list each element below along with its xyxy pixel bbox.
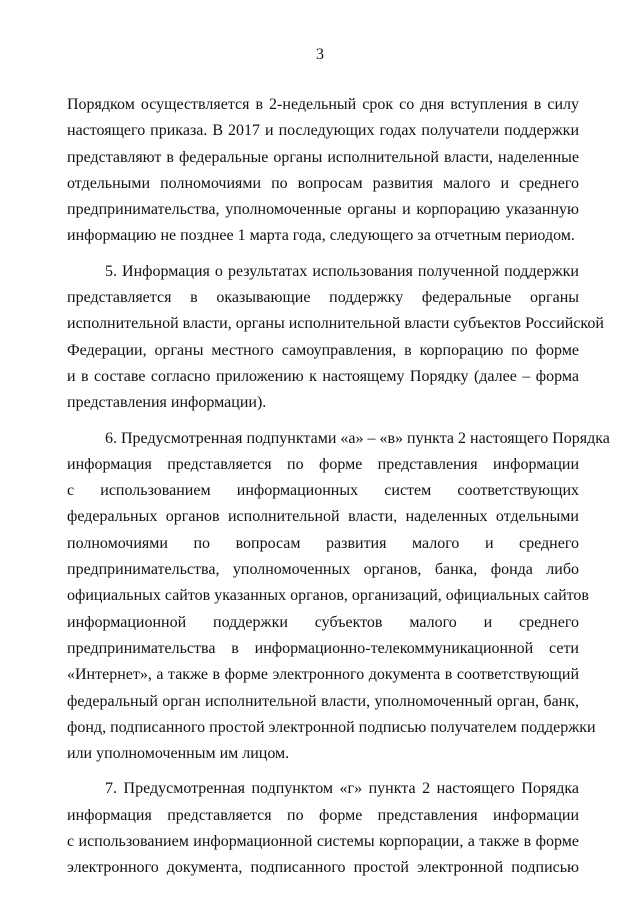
- text-line: отдельными полномочиями по вопросам развития малого и среднего: [67, 174, 579, 192]
- paragraph-item-7: [67, 776, 579, 881]
- text-line: Федерации, органы местного самоуправления, в корпорацию по форме: [67, 341, 579, 359]
- text-line: фонд, подписанного простой электронной подписью получателем поддержки: [67, 718, 596, 736]
- text-line: 7. Предусмотренная подпунктом «г» пункта 2 настоящего Порядка: [105, 780, 579, 798]
- text-line: информация представляется по форме представления информации: [67, 455, 579, 473]
- document-body: [67, 92, 610, 891]
- text-line: предпринимательства, уполномоченные органы и корпорацию указанную: [67, 201, 579, 219]
- paragraph-item-5: [67, 259, 604, 417]
- paragraph-item-6: [67, 426, 610, 768]
- text-line: с использованием информационной системы корпорации, а также в форме: [67, 833, 579, 851]
- text-line: 5. Информация о результатах использования полученной поддержки: [105, 262, 579, 280]
- text-line: информацию не позднее 1 марта года, следующего за отчетным периодом.: [67, 227, 575, 245]
- text-line: представляется в оказывающие поддержку федеральные органы: [67, 289, 579, 307]
- text-line: официальных сайтов указанных органов, организаций, официальных сайтов: [67, 587, 589, 605]
- text-line: настоящего приказа. В 2017 и последующих годах получатели поддержки: [67, 122, 579, 140]
- text-line: федеральный орган исполнительной власти, уполномоченный орган, банк,: [67, 692, 579, 710]
- text-line: с использованием информационных систем соответствующих: [67, 482, 579, 500]
- text-line: или уполномоченным им лицом.: [67, 745, 290, 763]
- text-line: и в составе согласно приложению к настоящему Порядку (далее – форма: [67, 367, 579, 385]
- page-number: 3: [316, 46, 324, 63]
- paragraph-continuation: [67, 92, 579, 250]
- text-line: полномочиями по вопросам развития малого и среднего: [67, 534, 579, 552]
- text-line: информация представляется по форме представления информации: [67, 806, 579, 824]
- text-line: «Интернет», а также в форме электронного документа в соответствующий: [67, 666, 579, 684]
- text-line: предпринимательства в информационно-телекоммуникационной сети: [67, 639, 579, 657]
- text-line: электронного документа, подписанного простой электронной подписью: [67, 859, 579, 877]
- text-line: федеральных органов исполнительной власти, наделенных отдельными: [67, 508, 579, 526]
- text-line: Порядком осуществляется в 2-недельный срок со дня вступления в силу: [67, 96, 579, 113]
- text-line: представляют в федеральные органы исполнительной власти, наделенные: [67, 148, 579, 166]
- text-line: представления информации).: [67, 394, 267, 412]
- text-line: 6. Предусмотренная подпунктами «а» – «в» пункта 2 настоящего Порядка: [105, 429, 610, 447]
- text-line: предпринимательства, уполномоченных органов, банка, фонда либо: [67, 561, 579, 579]
- text-line: исполнительной власти, органы исполнительной власти субъектов Российской: [67, 315, 604, 333]
- text-line: информационной поддержки субъектов малого и среднего: [67, 613, 579, 631]
